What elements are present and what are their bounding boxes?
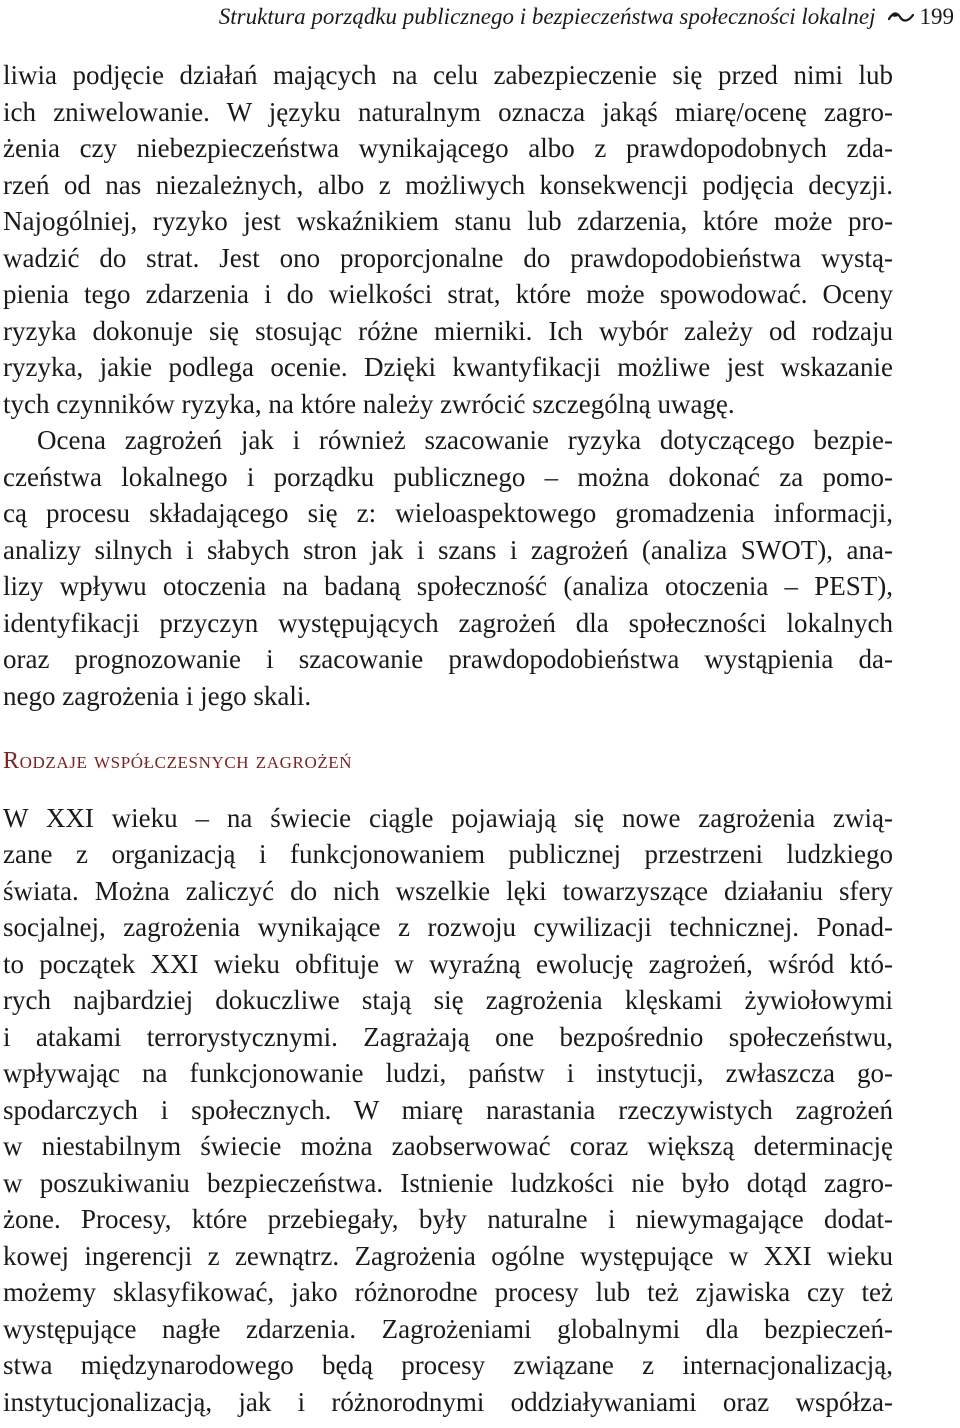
text-line: żenia czy niebezpieczeństwa wynikającego albo z prawdopodobnych zda-	[3, 133, 893, 163]
text-line: ich zniwelowanie. W języku naturalnym oznacza jakąś miarę/ocenę zagro-	[3, 96, 893, 127]
text-line: w niestabilnym świecie można zaobserwować coraz większą determinację	[3, 1131, 893, 1161]
text-line: instytucjonalizacją, jak i różnorodnymi oddziaływaniami oraz współza-	[3, 1386, 893, 1417]
text-line: żone. Procesy, które przebiegały, były naturalne i niewymagające dodat-	[3, 1204, 893, 1234]
text-line: wpływając na funkcjonowanie ludzi, państw i instytucji, zwłaszcza go-	[3, 1058, 893, 1088]
text-line: wadzić do strat. Jest ono proporcjonalne do prawdopodobieństwa wystą-	[3, 242, 893, 273]
section-paragraph	[3, 800, 893, 1421]
text-line: cą procesu składającego się z: wieloaspektowego gromadzenia informacji,	[3, 498, 893, 528]
text-line: ryzyka, jakie podlega ocenie. Dzięki kwantyfikacji możliwe jest wskazanie	[3, 352, 893, 382]
body-text	[3, 57, 893, 1420]
page-number: 199	[919, 4, 954, 29]
text-line: tych czynników ryzyka, na które należy zwrócić szczególną uwagę.	[3, 388, 735, 419]
leaf-ornament-icon	[888, 10, 914, 24]
text-line: pienia tego zdarzenia i do wielkości strat, które może spowodować. Oceny	[3, 279, 893, 309]
text-line: w poszukiwaniu bezpieczeństwa. Istnienie ludzkości nie było dotąd zagro-	[3, 1167, 893, 1198]
running-title: Struktura porządku publicznego i bezpieczeństwa społeczności lokalnej	[218, 4, 876, 29]
text-line: czeństwa lokalnego i porządku publicznego – można dokonać za pomo-	[3, 461, 893, 492]
text-line: świata. Można zaliczyć do nich wszelkie lęki towarzyszące działaniu sfery	[3, 875, 893, 906]
text-line: spodarczych i społecznych. W miarę narastania rzeczywistych zagrożeń	[3, 1094, 893, 1125]
text-line: to początek XXI wieku obfituje w wyraźną ewolucję zagrożeń, wśród któ-	[3, 948, 893, 979]
paragraph-threat-assessment	[3, 422, 893, 714]
text-line: rych najbardziej dokuczliwe stają się zagrożenia klęskami żywiołowymi	[3, 985, 893, 1015]
text-line: kowej ingerencji z zewnątrz. Zagrożenia ogólne występujące w XXI wieku	[3, 1240, 893, 1271]
paragraph-risk-definition	[3, 57, 893, 422]
text-line: ryzyka dokonuje się stosując różne mierniki. Ich wybór zależy od rodzaju	[3, 315, 893, 346]
text-line: lizy wpływu otoczenia na badaną społeczność (analiza otoczenia – PEST),	[3, 571, 893, 601]
text-line: występujące nagłe zdarzenia. Zagrożeniami globalnymi dla bezpieczeń-	[3, 1313, 893, 1344]
text-line: Najogólniej, ryzyko jest wskaźnikiem stanu lub zdarzenia, które może pro-	[3, 206, 893, 236]
text-line: W XXI wieku – na świecie ciągle pojawiają się nowe zagrożenia zwią-	[3, 802, 893, 833]
text-line: analizy silnych i słabych stron jak i szans i zagrożeń (analiza SWOT), ana-	[3, 534, 893, 565]
text-line: Ocena zagrożeń jak i również szacowanie ryzyka dotyczącego bezpie-	[37, 425, 893, 455]
text-line: możemy sklasyfikować, jako różnorodne procesy lub też zjawiska czy też	[3, 1277, 893, 1307]
text-line: rzeń od nas niezależnych, albo z możliwych konsekwencji podjęcia decyzji.	[3, 169, 893, 200]
text-line: oraz prognozowanie i szacowanie prawdopodobieństwa wystąpienia da-	[3, 644, 893, 674]
text-line: liwia podjęcie działań mających na celu zabezpieczenie się przed nimi lub	[3, 60, 893, 90]
section-heading: Rodzaje współczesnych zagrożeń	[3, 748, 353, 774]
running-header	[219, 2, 954, 32]
text-line: identyfikacji przyczyn występujących zagrożeń dla społeczności lokalnych	[3, 607, 893, 638]
text-line: stwa międzynarodowego będą procesy związane z internacjonalizacją,	[3, 1350, 893, 1380]
text-line: i atakami terrorystycznymi. Zagrażają one bezpośrednio społeczeństwu,	[3, 1021, 893, 1052]
text-line: socjalnej, zagrożenia wynikające z rozwoju cywilizacji technicznej. Ponad-	[3, 912, 893, 942]
text-line: zane z organizacją i funkcjonowaniem publicznej przestrzeni ludzkiego	[3, 839, 893, 869]
text-line: nego zagrożenia i jego skali.	[3, 680, 312, 711]
